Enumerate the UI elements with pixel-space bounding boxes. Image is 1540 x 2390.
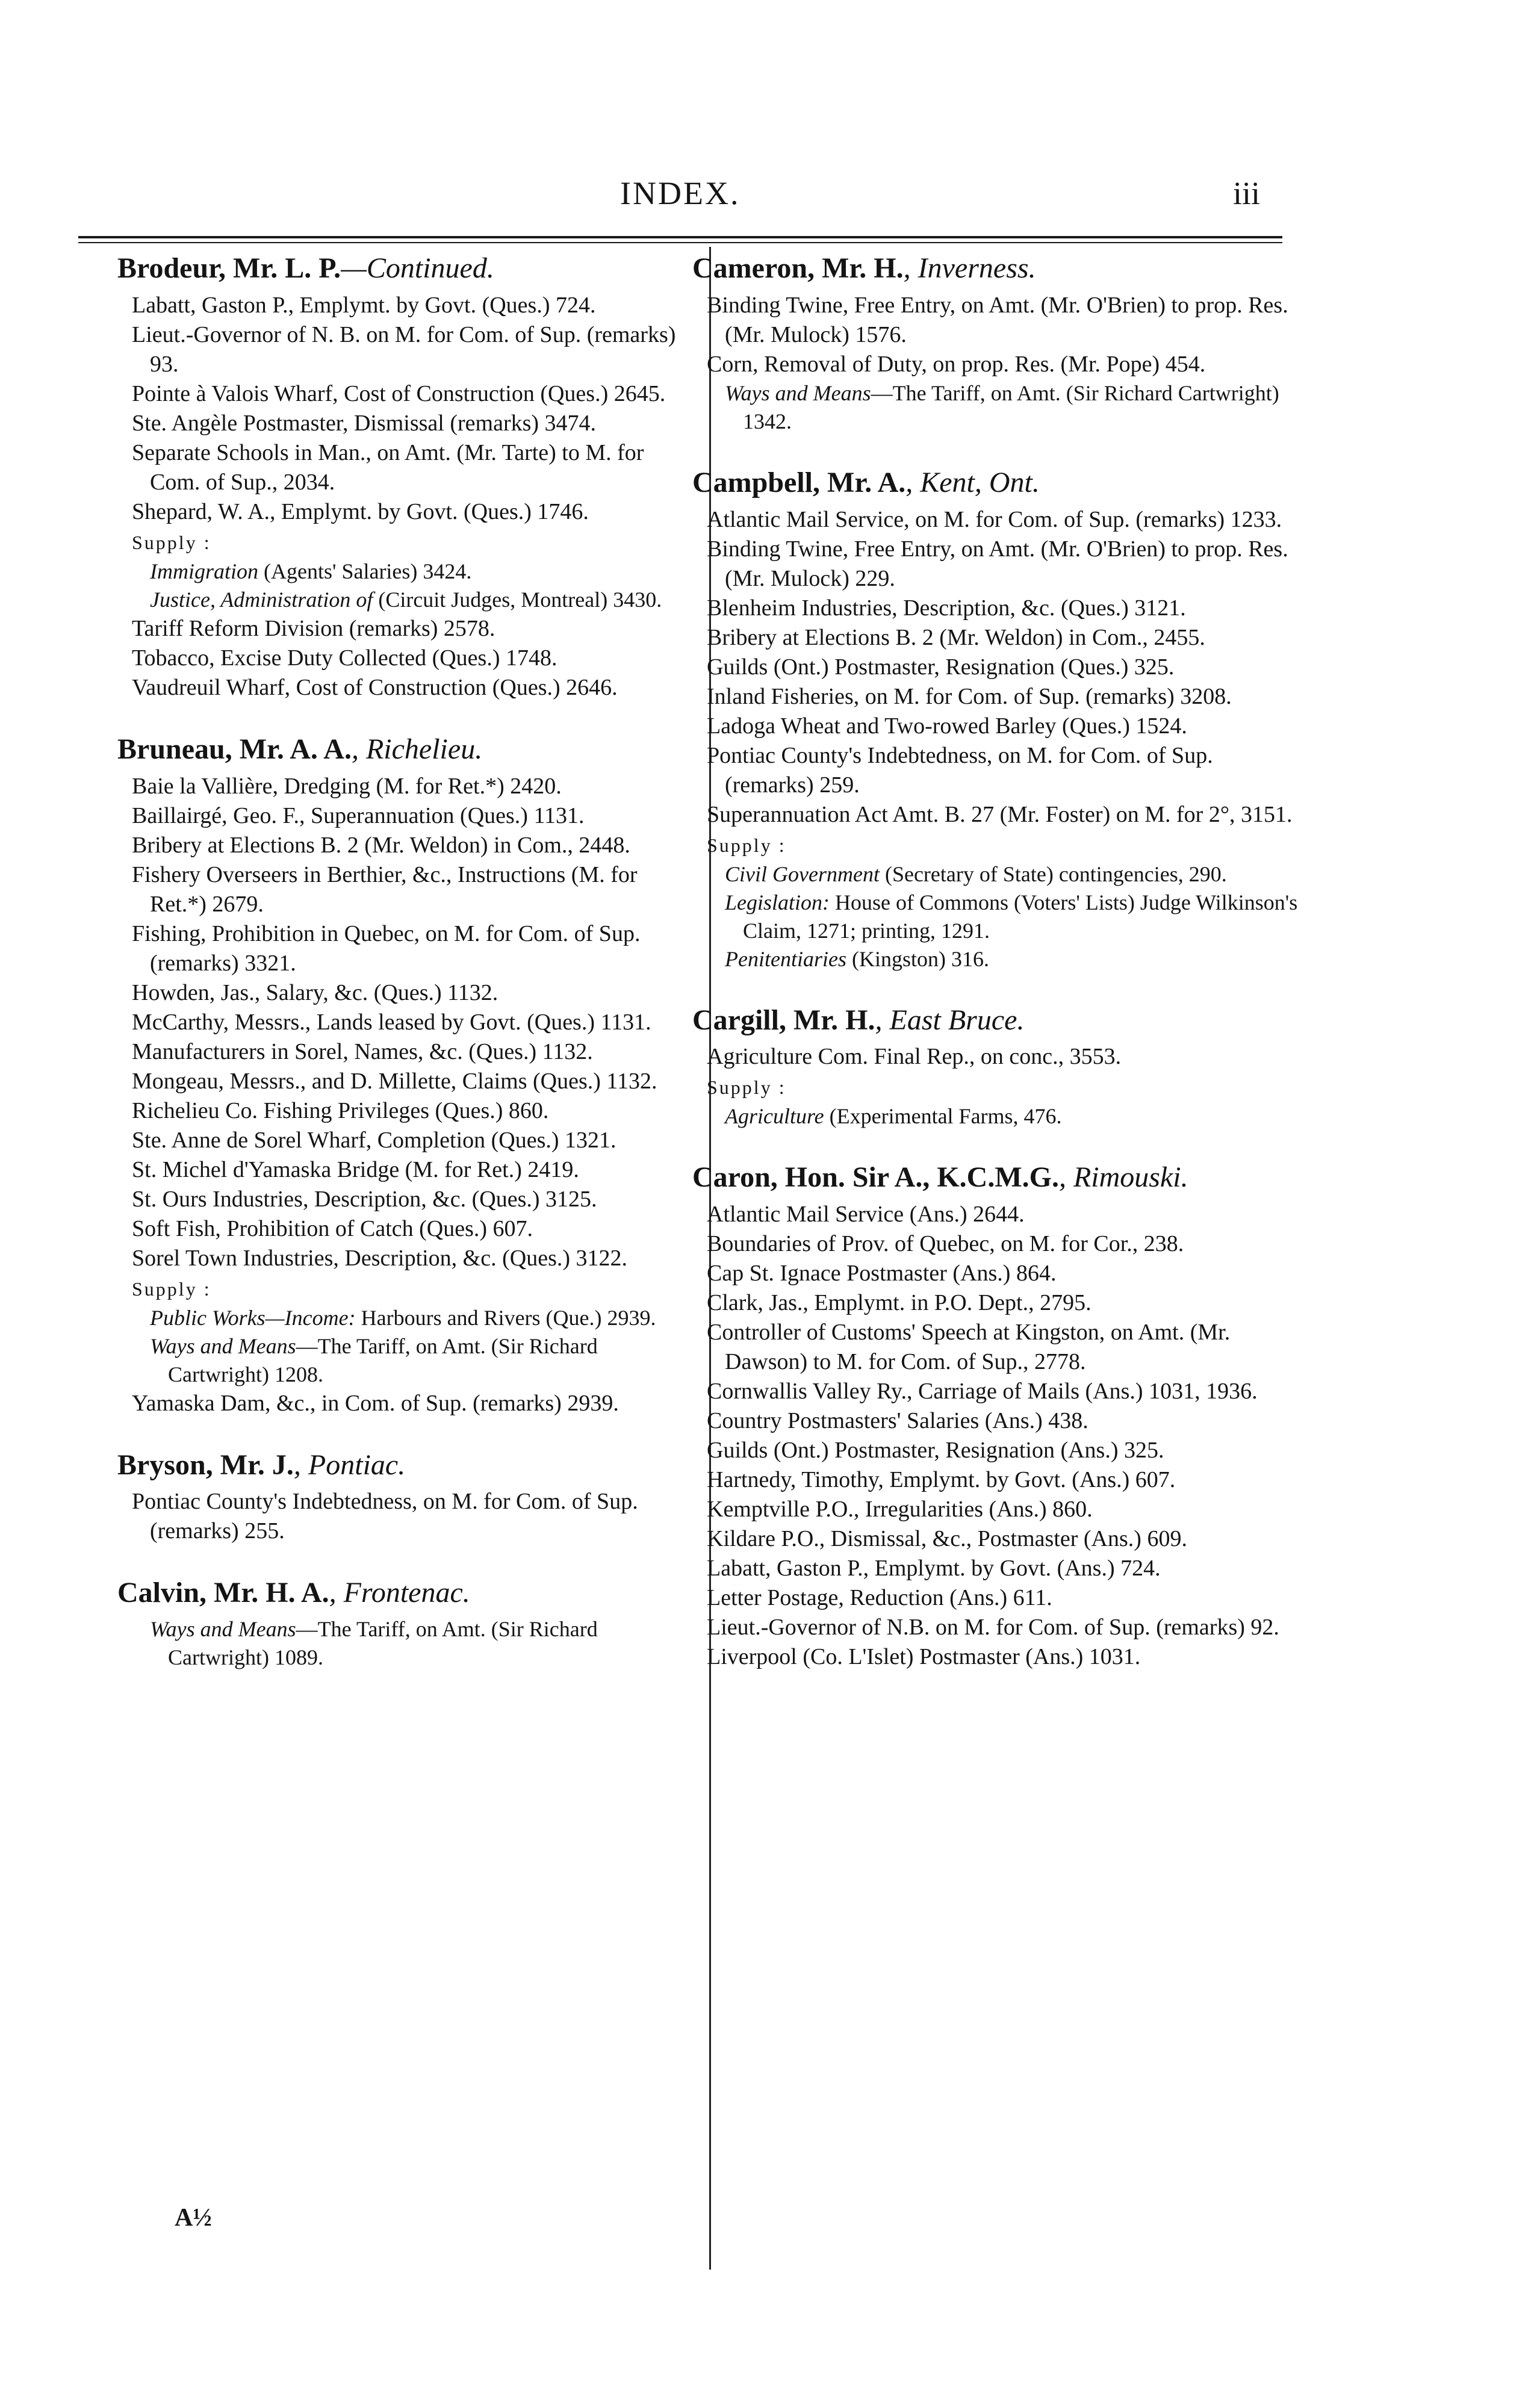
index-item: Inland Fisheries, on M. for Com. of Sup. (remarks) 3208. [707,683,1232,709]
index-item: Cornwallis Valley Ry., Carriage of Mails (Ans.) 1031, 1936. [707,1379,1258,1405]
index-item: Tobacco, Excise Duty Collected (Ques.) 1748. [132,645,557,671]
left-column [117,241,695,1703]
supply-category: Public Works—Income: [150,1305,356,1330]
index-item: Guilds (Ont.) Postmaster, Resignation (Ans.) 325. [707,1438,1164,1463]
index-item: Hartnedy, Timothy, Emplymt. by Govt. (Ans.) 607. [707,1467,1176,1493]
index-item: Labatt, Gaston P., Emplymt. by Govt. (Ans.) 724. [707,1556,1161,1581]
running-title: INDEX. [620,175,741,211]
index-item: McCarthy, Messrs., Lands leased by Govt. (Ques.) 1131. [132,1009,651,1035]
index-entry [692,1162,1300,1672]
member-heading [117,1577,695,1609]
index-item: Bribery at Elections B. 2 (Mr. Weldon) in Com., 2455. [707,624,1205,650]
supply-category: Justice, Administration of [150,587,373,612]
member-name: Calvin, Mr. H. A. [117,1577,329,1609]
index-item: Sorel Town Industries, Description, &c. (Ques.) 3122. [132,1245,628,1271]
supply-text: (Kingston) 316. [846,946,989,971]
right-column [692,241,1300,1703]
index-item: Kildare P.O., Dismissal, &c., Postmaster (Ans.) 609. [707,1526,1187,1552]
supply-text: —The Tariff, on Amt. (Sir Richard Cartwright) 1089. [168,1617,598,1670]
index-item: Boundaries of Prov. of Quebec, on M. for Cor., 238. [707,1231,1184,1257]
index-item: Labatt, Gaston P., Emplymt. by Govt. (Ques.) 724. [132,292,596,318]
index-item: Country Postmasters' Salaries (Ans.) 438. [707,1408,1088,1434]
index-item: Corn, Removal of Duty, on prop. Res. (Mr. Pope) 454. [707,351,1206,377]
supply-label: Supply : [707,1076,786,1099]
supply-category: Agriculture [725,1104,824,1129]
index-item: Atlantic Mail Service, on M. for Com. of Sup. (remarks) 1233. [707,506,1282,532]
supply-text: (Circuit Judges, Montreal) 3430. [373,587,662,612]
supply-text: Harbours and Rivers (Que.) 2939. [355,1305,656,1330]
printer-signature: A½ [175,2204,212,2232]
index-item: St. Ours Industries, Description, &c. (Ques.) 3125. [132,1186,597,1212]
index-item: Binding Twine, Free Entry, on Amt. (Mr. O'Brien) to prop. Res. (Mr. Mulock) 229. [707,536,1288,591]
supply-item [117,1615,695,1672]
index-item: Manufacturers in Sorel, Names, &c. (Ques.) 1132. [132,1038,593,1064]
member-riding: , Richelieu. [351,733,483,765]
member-riding: , Inverness. [903,252,1036,284]
index-item: Agriculture Com. Final Rep., on conc., 3553. [707,1044,1122,1070]
index-item: Blenheim Industries, Description, &c. (Ques.) 3121. [707,595,1186,621]
index-item: Mongeau, Messrs., and D. Millette, Claims (Ques.) 1132. [132,1068,657,1094]
supply-item [117,1332,695,1389]
index-item: Binding Twine, Free Entry, on Amt. (Mr. O'Brien) to prop. Res. (Mr. Mulock) 1576. [707,292,1288,347]
member-riding: , Rimouski. [1058,1161,1188,1194]
member-heading [692,1162,1300,1194]
index-item: Richelieu Co. Fishing Privileges (Ques.) 860. [132,1097,549,1123]
supply-item [692,889,1300,945]
supply-category: Civil Government [725,861,880,886]
index-entry [692,1005,1300,1131]
index-item: Fishery Overseers in Berthier, &c., Instructions (M. for Ret.*) 2679. [132,861,638,917]
member-riding: , Pontiac. [293,1448,406,1481]
member-heading [692,253,1300,285]
supply-text: House of Commons (Voters' Lists) Judge Wilkinson's Claim, 1271; printing, 1291. [743,890,1298,943]
index-item: Bribery at Elections B. 2 (Mr. Weldon) in Com., 2448. [132,832,630,858]
index-item: Howden, Jas., Salary, &c. (Ques.) 1132. [132,979,498,1005]
index-item: Guilds (Ont.) Postmaster, Resignation (Ques.) 325. [707,654,1175,680]
supply-item [117,586,695,614]
member-riding: —Continued. [341,252,494,284]
member-heading [692,467,1300,499]
index-item: Tariff Reform Division (remarks) 2578. [132,615,495,641]
index-item: Controller of Customs' Speech at Kingston, on Amt. (Mr. Dawson) to M. for Com. of Sup., 2778. [707,1320,1231,1375]
index-entry [117,253,695,703]
page-number: iii [1233,175,1261,211]
index-item: Shepard, W. A., Emplymt. by Govt. (Ques.) 1746. [132,498,589,524]
index-item: Pontiac County's Indebtedness, on M. for Com. of Sup. (remarks) 255. [132,1489,638,1544]
supply-category: Ways and Means [150,1333,296,1358]
index-item: Clark, Jas., Emplymt. in P.O. Dept., 2795. [707,1290,1091,1316]
index-item: Separate Schools in Man., on Amt. (Mr. Tarte) to M. for Com. of Sup., 2034. [132,439,644,495]
index-item: Pointe à Valois Wharf, Cost of Construction (Ques.) 2645. [132,380,666,406]
member-heading [117,253,695,285]
supply-item [692,1102,1300,1131]
member-riding: , Kent, Ont. [905,466,1040,498]
supply-category: Immigration [150,559,258,583]
supply-label: Supply : [132,1277,211,1300]
member-name: Bruneau, Mr. A. A. [117,733,352,765]
index-item: Atlantic Mail Service (Ans.) 2644. [707,1202,1025,1228]
supply-item [692,860,1300,889]
member-name: Caron, Hon. Sir A., K.C.M.G. [692,1161,1059,1194]
supply-category: Penitentiaries [725,946,846,971]
index-item: Baie la Vallière, Dredging (M. for Ret.*) 2420. [132,773,562,799]
index-item: Fishing, Prohibition in Quebec, on M. for Com. of Sup. (remarks) 3321. [132,920,641,976]
member-name: Cargill, Mr. H. [692,1004,875,1036]
page-header [0,163,1540,217]
index-entry [117,1450,695,1547]
index-item: Kemptville P.O., Irregularities (Ans.) 860. [707,1497,1093,1522]
index-entry [117,734,695,1418]
index-item: Cap St. Ignace Postmaster (Ans.) 864. [707,1261,1057,1287]
member-heading [692,1005,1300,1037]
index-item: Letter Postage, Reduction (Ans.) 611. [707,1585,1052,1611]
supply-category: Legislation: [725,890,830,914]
index-entry [692,253,1300,436]
member-riding: , East Bruce. [875,1004,1025,1036]
supply-category: Ways and Means [150,1617,296,1642]
member-name: Cameron, Mr. H. [692,252,904,284]
index-item: Soft Fish, Prohibition of Catch (Ques.) 607. [132,1215,533,1241]
member-heading [117,1450,695,1482]
index-entry [117,1577,695,1672]
index-item: Ste. Anne de Sorel Wharf, Completion (Ques.) 1321. [132,1127,616,1153]
index-item: Ste. Angèle Postmaster, Dismissal (remarks) 3474. [132,410,597,436]
index-item: Yamaska Dam, &c., in Com. of Sup. (remarks) 2939. [132,1390,619,1416]
member-name: Brodeur, Mr. L. P. [117,252,341,284]
supply-label: Supply : [132,531,211,553]
supply-text: —The Tariff, on Amt. (Sir Richard Cartwright) 1208. [168,1333,598,1386]
member-name: Campbell, Mr. A. [692,466,906,498]
member-heading [117,734,695,766]
supply-text: —The Tariff, on Amt. (Sir Richard Cartwright) 1342. [743,380,1279,433]
index-item: Lieut.-Governor of N.B. on M. for Com. of Sup. (remarks) 92. [707,1615,1279,1640]
index-item: Ladoga Wheat and Two-rowed Barley (Ques.) 1524. [707,713,1187,739]
index-item: St. Michel d'Yamaska Bridge (M. for Ret.) 2419. [132,1156,579,1182]
supply-text: (Secretary of State) contingencies, 290. [879,861,1227,886]
index-item: Lieut.-Governor of N. B. on M. for Com. of Sup. (remarks) 93. [132,321,676,377]
index-item: Pontiac County's Indebtedness, on M. for Com. of Sup. (remarks) 259. [707,742,1213,798]
index-item: Liverpool (Co. L'Islet) Postmaster (Ans.) 1031. [707,1644,1141,1670]
supply-item [117,557,695,586]
supply-item [117,1304,695,1332]
supply-text: (Experimental Farms, 476. [824,1104,1062,1129]
supply-category: Ways and Means [725,380,871,405]
supply-text: (Agents' Salaries) 3424. [258,559,472,583]
index-item: Baillairgé, Geo. F., Superannuation (Ques.) 1131. [132,802,585,828]
supply-label: Supply : [707,834,786,856]
supply-item [692,945,1300,973]
index-item: Superannuation Act Amt. B. 27 (Mr. Foster) on M. for 2°, 3151. [707,801,1293,827]
member-name: Bryson, Mr. J. [117,1448,294,1481]
supply-item [692,379,1300,436]
member-riding: , Frontenac. [329,1577,470,1609]
index-entry [692,467,1300,973]
index-item: Vaudreuil Wharf, Cost of Construction (Ques.) 2646. [132,674,618,700]
